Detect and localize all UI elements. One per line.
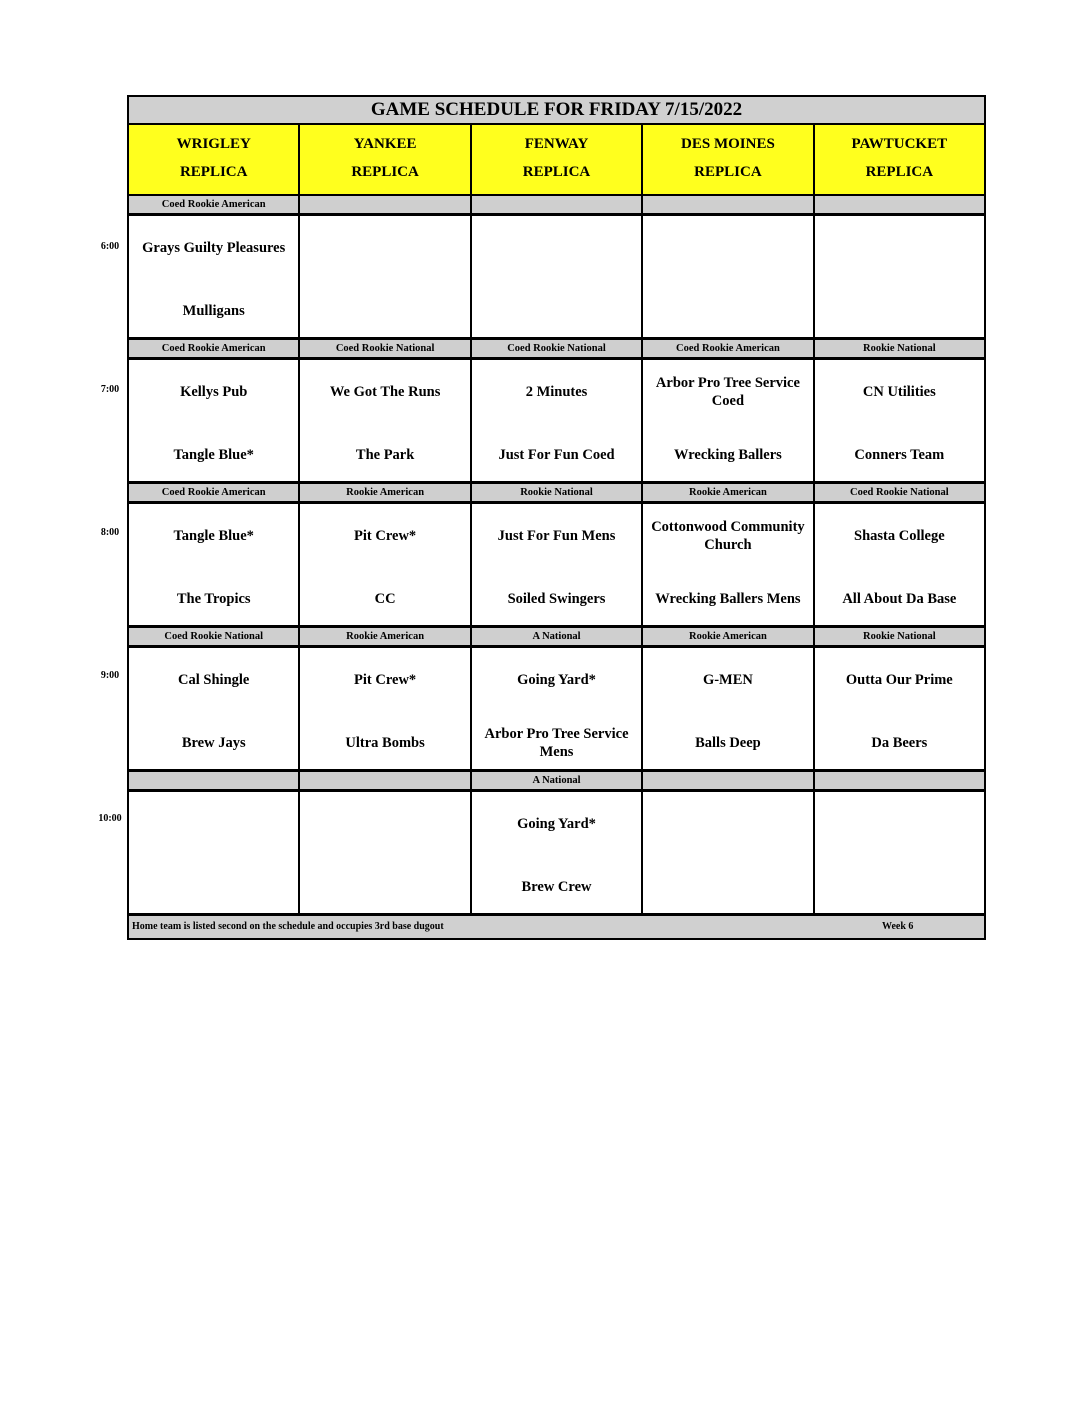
division-label-fenway: Coed Rookie National [472,340,643,357]
away-team [722,226,734,270]
home-team [722,289,734,333]
division-label-yankee: Coed Rookie National [300,340,471,357]
division-label-wrigley: Coed Rookie American [129,340,300,357]
game-cell-wrigley [129,648,300,769]
game-cell-fenway [472,216,643,337]
game-cell-wrigley [129,504,300,625]
field-header-fenway [472,125,643,196]
division-label-wrigley [129,772,300,789]
field-header-yankee [300,125,471,196]
division-label-pawtucket: Coed Rookie National [815,484,984,501]
home-team: Da Beers [871,735,928,751]
field-header-wrigley [129,125,300,196]
away-team [379,226,391,270]
game-cell-des-moines [643,648,814,769]
home-team [893,289,905,333]
away-team [551,226,563,270]
home-team [379,865,391,909]
division-label-pawtucket [815,196,984,213]
game-cell-fenway [472,504,643,625]
away-team: 2 Minutes [525,384,588,400]
away-team [379,802,391,846]
week-label: Week 6 [882,921,914,932]
away-team: CN Utilities [862,384,936,400]
away-team: Grays Guilty Pleasures [142,240,286,256]
game-cell-des-moines [643,792,814,913]
time-label: 9:00 [100,670,120,681]
home-team: CC [374,591,396,607]
time-label: 7:00 [100,384,120,395]
away-team [208,802,220,846]
field-header-pawtucket [815,125,984,196]
game-cell-fenway [472,360,643,481]
home-team: Soiled Swingers [507,591,606,607]
away-team: G-MEN [702,672,753,688]
game-cell-yankee [300,360,471,481]
home-team: The Park [355,447,415,463]
game-cell-des-moines [643,504,814,625]
division-row [129,628,984,648]
division-label-des-moines [643,196,814,213]
away-team: Tangle Blue* [173,528,254,544]
away-team [893,802,905,846]
division-label-yankee [300,196,471,213]
home-team [208,865,220,909]
division-label-fenway [472,196,643,213]
home-team: Wrecking Ballers Mens [655,591,801,607]
time-label: 6:00 [100,241,120,252]
away-team: Shasta College [854,528,945,544]
game-row [129,216,984,340]
home-team [722,865,734,909]
division-label-pawtucket: Rookie National [815,340,984,357]
game-cell-fenway [472,792,643,913]
home-team: Balls Deep [695,735,761,751]
division-label-wrigley: Coed Rookie American [129,484,300,501]
home-team: Brew Jays [181,735,246,751]
game-cell-des-moines [643,360,814,481]
away-team [722,802,734,846]
away-team: Just For Fun Mens [497,528,616,544]
home-team: The Tropics [176,591,251,607]
game-cell-wrigley [129,792,300,913]
home-team: Just For Fun Coed [498,447,615,463]
away-team: Arbor Pro Tree Service Coed [655,375,800,409]
division-label-wrigley: Coed Rookie National [129,628,300,645]
field-subtitle: REPLICA [179,164,248,180]
field-header-row [129,125,984,196]
home-team: Mulligans [182,303,245,319]
division-label-des-moines: Rookie American [643,628,814,645]
division-row [129,340,984,360]
game-cell-des-moines [643,216,814,337]
away-team: Outta Our Prime [845,672,953,688]
division-label-des-moines [643,772,814,789]
field-name: PAWTUCKET [851,136,948,152]
game-cell-yankee [300,792,471,913]
game-cell-yankee [300,504,471,625]
division-label-yankee: Rookie American [300,628,471,645]
field-subtitle: REPLICA [522,164,591,180]
division-label-yankee: Rookie American [300,484,471,501]
game-row [129,504,984,628]
field-subtitle: REPLICA [694,164,762,180]
division-label-des-moines: Rookie American [643,484,814,501]
game-cell-pawtucket [815,792,984,913]
division-label-pawtucket [815,772,984,789]
time-label: 10:00 [98,813,122,824]
home-team [893,865,905,909]
field-name: FENWAY [524,136,589,152]
game-cell-fenway [472,648,643,769]
away-team: Pit Crew* [354,528,417,544]
game-row [129,648,984,772]
schedule-table [127,95,986,940]
game-cell-pawtucket [815,648,984,769]
footer-bar [129,916,984,938]
home-team: Tangle Blue* [173,447,254,463]
division-label-fenway: A National [472,772,643,789]
home-team-note: Home team is listed second on the schedule and occupies 3rd base dugout [132,921,444,932]
division-label-fenway: A National [472,628,643,645]
division-label-wrigley: Coed Rookie American [129,196,300,213]
division-label-des-moines: Coed Rookie American [643,340,814,357]
division-row [129,772,984,792]
home-team: Ultra Bombs [345,735,425,751]
division-row [129,484,984,504]
game-row [129,360,984,484]
field-header-des-moines [643,125,814,196]
away-team: Pit Crew* [354,672,417,688]
away-team: Cottonwood Community Church [651,519,805,553]
division-label-pawtucket: Rookie National [815,628,984,645]
field-name: DES MOINES [681,136,775,152]
field-name: WRIGLEY [176,136,251,152]
game-cell-pawtucket [815,504,984,625]
away-team: Kellys Pub [180,384,248,400]
game-cell-yankee [300,648,471,769]
home-team: Arbor Pro Tree Service Mens [484,726,629,760]
game-cell-wrigley [129,216,300,337]
away-team: Cal Shingle [178,672,250,688]
away-team: Going Yard* [517,816,596,832]
game-cell-pawtucket [815,216,984,337]
home-team: Brew Crew [521,879,592,895]
field-name: YANKEE [353,136,417,152]
division-label-fenway: Rookie National [472,484,643,501]
schedule-title: GAME SCHEDULE FOR FRIDAY 7/15/2022 [129,97,984,125]
field-subtitle: REPLICA [865,164,934,180]
away-team: Going Yard* [517,672,596,688]
time-slots [129,196,984,916]
division-row [129,196,984,216]
game-cell-pawtucket [815,360,984,481]
away-team: We Got The Runs [329,384,441,400]
home-team: Conners Team [854,447,945,463]
game-row [129,792,984,916]
time-label: 8:00 [100,527,120,538]
home-team [551,289,563,333]
home-team: All About Da Base [842,591,957,607]
away-team [893,226,905,270]
game-cell-wrigley [129,360,300,481]
game-cell-yankee [300,216,471,337]
home-team: Wrecking Ballers [674,447,782,463]
division-label-yankee [300,772,471,789]
home-team [379,289,391,333]
field-subtitle: REPLICA [351,164,419,180]
